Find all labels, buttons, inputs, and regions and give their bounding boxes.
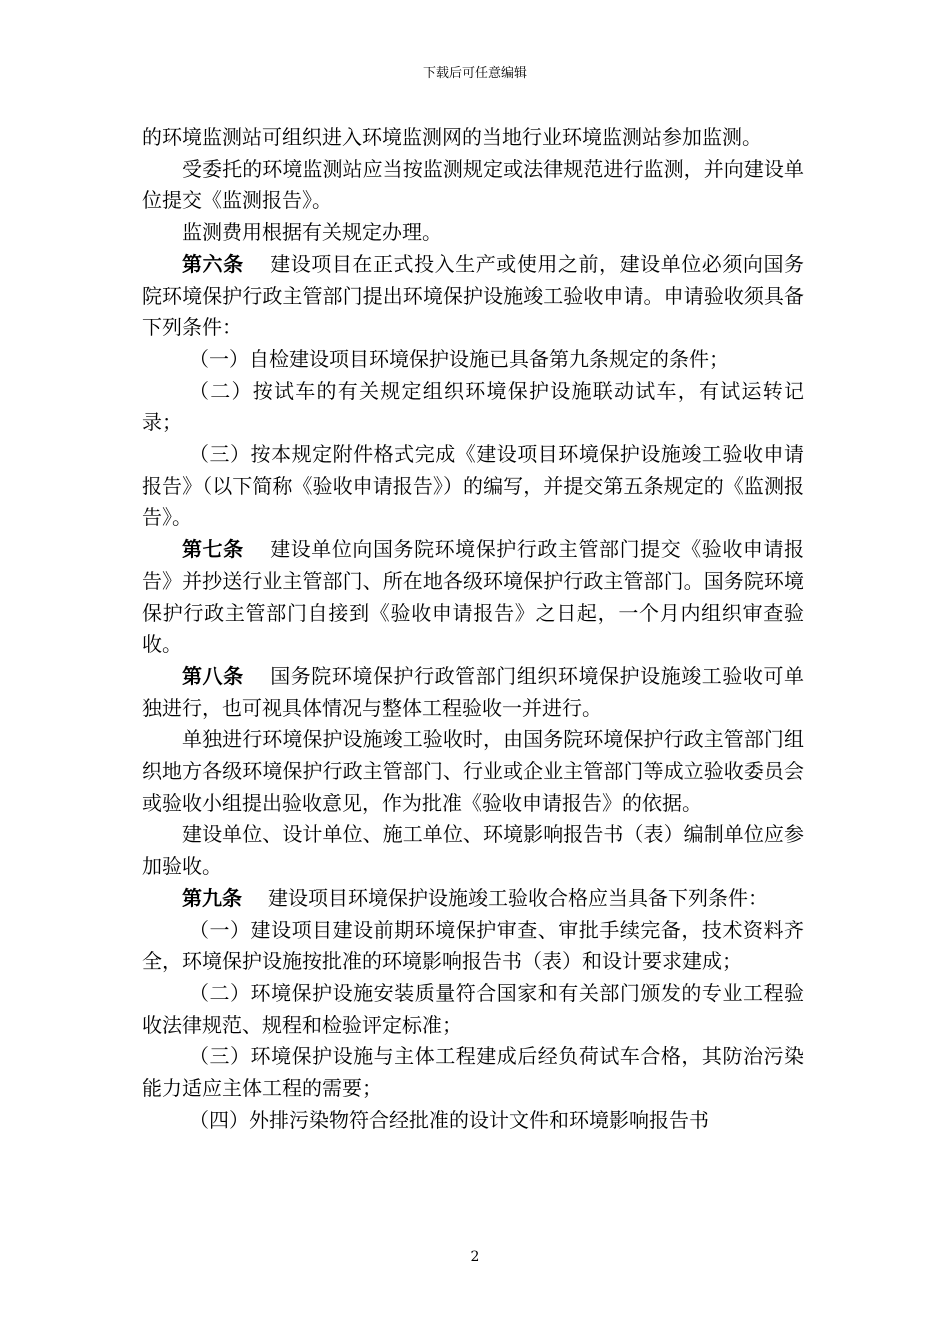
article-paragraph bbox=[142, 249, 804, 344]
list-item: （二）环境保护设施安装质量符合国家和有关部门颁发的专业工程验收法律规范、规程和检验评定标准； bbox=[142, 980, 804, 1037]
list-item: （一）自检建设项目环境保护设施已具备第九条规定的条件； bbox=[189, 346, 729, 371]
article-text: 建设项目在正式投入生产或使用之前，建设单位必须向国务院环境保护行政主管部门提出环境保护设施竣工验收申请。申请验收须具备下列条件： bbox=[142, 251, 805, 340]
article-number: 第九条 bbox=[182, 885, 242, 910]
paragraph: 受委托的环境监测站应当按监测规定或法律规范进行监测，并向建设单位提交《监测报告》。 bbox=[142, 156, 804, 213]
document-body bbox=[142, 122, 804, 1137]
list-item: （三）按本规定附件格式完成《建设项目环境保护设施竣工验收申请报告》（以下简称《验收申请报告》）的编写，并提交第五条规定的《监测报告》。 bbox=[142, 442, 804, 530]
article-paragraph bbox=[142, 534, 804, 661]
page-number: 2 bbox=[470, 1249, 480, 1265]
article-paragraph bbox=[142, 661, 804, 724]
list-item: （一）建设项目建设前期环境保护审查、审批手续完备，技术资料齐全，环境保护设施按批准的环境影响报告书（表）和设计要求建成； bbox=[142, 917, 804, 974]
article-text: 建设项目环境保护设施竣工验收合格应当具备下列条件： bbox=[268, 885, 768, 910]
list-item: （四）外排污染物符合经批准的设计文件和环境影响报告书 bbox=[189, 1107, 709, 1132]
article-number: 第七条 bbox=[182, 537, 244, 562]
paragraph: 监测费用根据有关规定办理。 bbox=[182, 220, 442, 245]
paragraph: 的环境监测站可组织进入环境监测网的当地行业环境监测站参加监测。 bbox=[142, 125, 762, 149]
paragraph: 建设单位、设计单位、施工单位、环境影响报告书（表）编制单位应参加验收。 bbox=[142, 822, 804, 879]
page-header: 下载后可任意编辑 bbox=[422, 66, 527, 81]
article-text: 建设单位向国务院环境保护行政主管部门提交《验收申请报告》并抄送行业主管部门、所在地各级环境保护行政主管部门。国务院环境保护行政主管部门自接到《验收申请报告》之日起，一个月内组织审查验收。 bbox=[142, 537, 805, 657]
paragraph: 单独进行环境保护设施竣工验收时，由国务院环境保护行政主管部门组织地方各级环境保护行政主管部门、行业或企业主管部门等成立验收委员会或验收小组提出验收意见，作为批准《验收申请报告》的依据。 bbox=[142, 727, 804, 815]
article-number: 第六条 bbox=[182, 251, 244, 276]
article-paragraph bbox=[142, 883, 804, 915]
list-item: （二）按试车的有关规定组织环境保护设施联动试车，有试运转记录； bbox=[142, 378, 804, 435]
article-text: 国务院环境保护行政管部门组织环境保护设施竣工验收可单独进行，也可视具体情况与整体工程验收一并进行。 bbox=[142, 663, 805, 720]
article-number: 第八条 bbox=[182, 663, 244, 688]
list-item: （三）环境保护设施与主体工程建成后经负荷试车合格，其防治污染能力适应主体工程的需要； bbox=[142, 1044, 804, 1101]
